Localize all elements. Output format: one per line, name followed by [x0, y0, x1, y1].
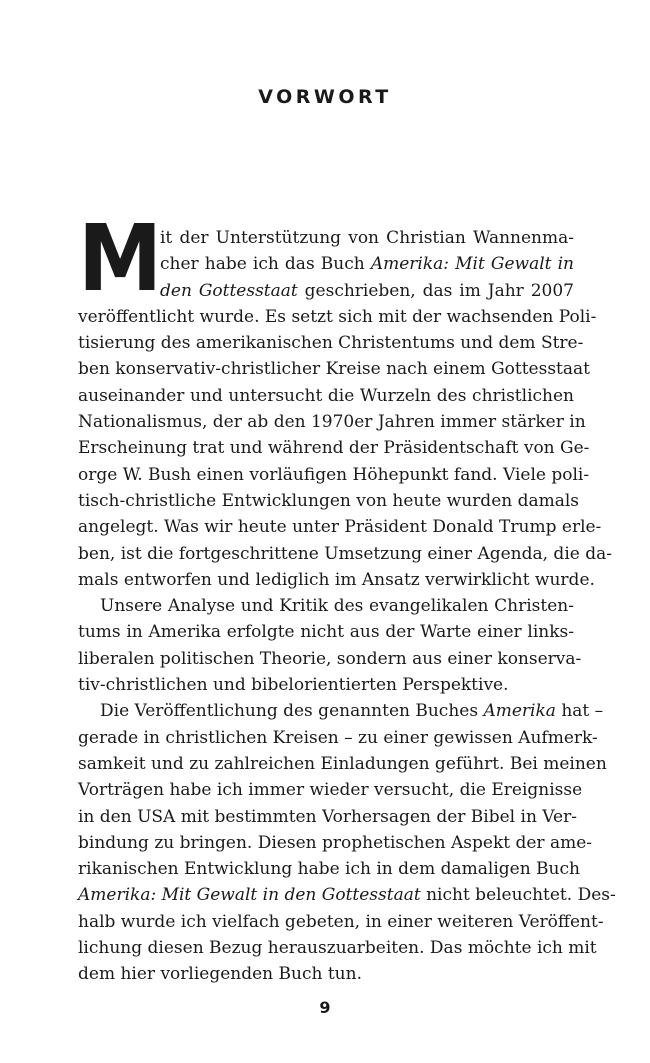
text-line — [78, 567, 595, 593]
text-span: tums in Amerika erfolgte nicht aus der Warte einer links- — [78, 622, 574, 643]
text-span: Nationalismus, der ab den 1970er Jahren immer stärker in — [78, 412, 586, 433]
text-line — [78, 304, 597, 330]
text-line — [78, 383, 574, 409]
text-line — [78, 330, 584, 356]
text-line — [78, 251, 574, 277]
drop-cap: M — [78, 205, 161, 312]
text-span: nicht beleuchtet. Des- — [420, 885, 616, 906]
text-span: tisierung des amerikanischen Christentums und dem Stre- — [78, 333, 584, 354]
text-line — [78, 909, 604, 935]
text-span: angelegt. Was wir heute unter Präsident Donald Trump erle- — [78, 517, 602, 538]
text-span: liberalen politischen Theorie, sondern aus einer konserva- — [78, 648, 582, 669]
text-line — [78, 541, 612, 567]
text-span: mals entworfen und lediglich im Ansatz verwirklicht wurde. — [78, 569, 595, 590]
italic-text: den Gottesstaat — [160, 280, 298, 301]
text-line — [78, 619, 574, 645]
text-line — [78, 409, 586, 435]
text-line — [78, 856, 580, 882]
text-span: samkeit und zu zahlreichen Einladungen geführt. Bei meinen — [78, 753, 607, 774]
text-span: auseinander und untersucht die Wurzeln des christlichen — [78, 385, 574, 406]
text-span: dem hier vorliegenden Buch tun. — [78, 964, 362, 985]
text-line — [78, 961, 574, 987]
text-span: cher habe ich das Buch — [160, 254, 371, 275]
italic-text: Amerika — [483, 701, 556, 722]
text-line — [78, 725, 598, 751]
text-span: ben konservativ-christlicher Kreise nach einem Gottesstaat — [78, 359, 590, 380]
text-line — [78, 514, 602, 540]
text-line — [78, 882, 616, 908]
text-line — [78, 804, 577, 830]
text-line — [78, 830, 593, 856]
body-text — [78, 205, 616, 988]
text-line — [78, 462, 590, 488]
italic-text: Amerika: Mit Gewalt in — [370, 254, 574, 275]
text-line — [78, 593, 574, 619]
text-line — [78, 777, 583, 803]
text-span: orge W. Bush einen vorläufigen Höhepunkt fand. Viele poli- — [78, 464, 590, 485]
italic-text: Amerika: Mit Gewalt in den Gottesstaat — [78, 885, 421, 906]
text-line — [78, 278, 574, 304]
text-span: ben, ist die fortgeschrittene Umsetzung einer Agenda, die da- — [78, 543, 612, 564]
text-span: it der Unterstützung von Christian Wannenma- — [160, 228, 574, 248]
text-line — [78, 751, 607, 777]
text-span: lichung diesen Bezug herauszuarbeiten. Das möchte ich mit — [78, 938, 597, 959]
chapter-heading: VORWORT — [258, 86, 392, 108]
text-span: bindung zu bringen. Diesen prophetischen Aspekt der ame- — [78, 832, 593, 853]
text-span: gerade in christlichen Kreisen – zu einer gewissen Aufmerk- — [78, 727, 598, 748]
text-span: tiv-christlichen und bibelorientierten Perspektive. — [78, 675, 509, 696]
text-span: veröffentlicht wurde. Es setzt sich mit der wachsenden Poli- — [78, 306, 597, 327]
text-line — [78, 935, 597, 961]
text-line — [78, 225, 574, 251]
text-span: halb wurde ich vielfach gebeten, in einer weiteren Veröffent- — [78, 911, 604, 932]
text-span: rikanischen Entwicklung habe ich in dem damaligen Buch — [78, 859, 580, 880]
text-line — [78, 698, 604, 724]
text-span: geschrieben, das im Jahr 2007 — [297, 280, 574, 301]
text-span: Unsere Analyse und Kritik des evangelikalen Christen- — [100, 596, 574, 617]
text-line — [78, 356, 590, 382]
text-span: Erscheinung trat und während der Präsidentschaft von Ge- — [78, 438, 590, 459]
text-span: Vorträgen habe ich immer wieder versucht, die Ereignisse — [78, 780, 583, 801]
text-span: hat – — [555, 701, 604, 722]
text-line — [78, 646, 582, 672]
text-span: tisch-christliche Entwicklungen von heute wurden damals — [78, 490, 580, 511]
page-number: 9 — [319, 998, 331, 1017]
text-line — [78, 672, 574, 698]
text-span: Die Veröffentlichung des genannten Buches — [100, 701, 484, 722]
text-line — [78, 488, 580, 514]
text-span: in den USA mit bestimmten Vorhersagen der Bibel in Ver- — [78, 806, 577, 827]
text-line — [78, 435, 590, 461]
